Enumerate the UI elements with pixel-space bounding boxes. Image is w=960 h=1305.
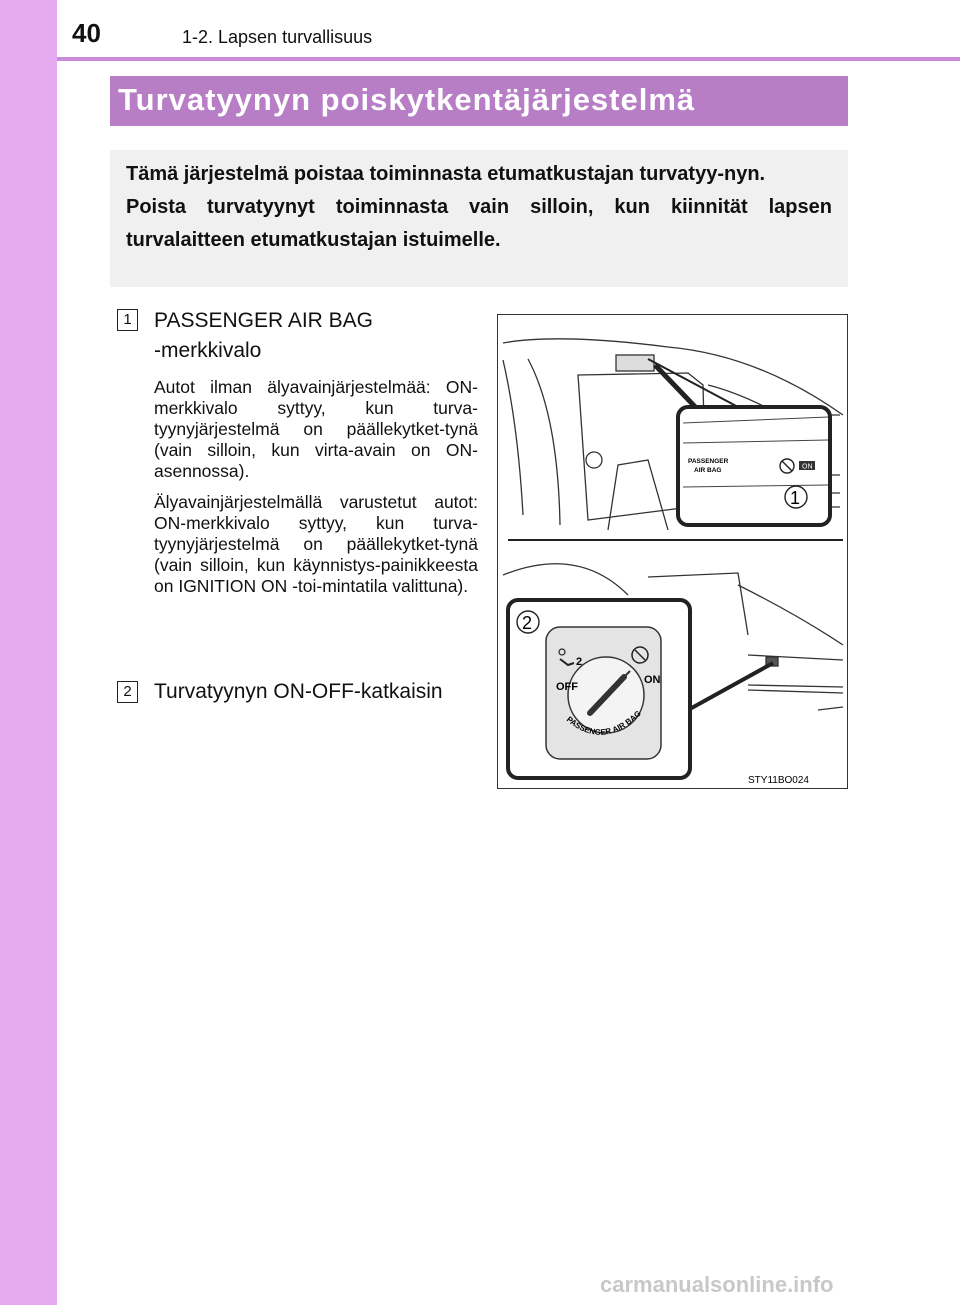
item-2-title: Turvatyynyn ON-OFF-katkaisin — [154, 680, 443, 703]
side-color-strip — [0, 0, 57, 1305]
item-2-badge: 2 — [117, 681, 138, 703]
callout-2-leader — [688, 663, 773, 710]
item-1-body — [154, 377, 478, 597]
page-number: 40 — [72, 18, 101, 48]
indicator-label-line-2: AIR BAG — [694, 467, 722, 474]
callout-1-leader-thin — [648, 359, 738, 407]
figure-code: STY11BO024 — [748, 775, 809, 786]
switch-seat-number: 2 — [576, 656, 583, 668]
item-1-paragraph-2: Älyavainjärjestelmällä varustetut autot: ON-merkkivalo syttyy, kun turva-tyynyjärjestelmä on päällekytket-tynä (vain silloin, kun käynnistys-painikkeesta on IGNITION ON -toi-mintatila valittuna). — [154, 492, 478, 596]
item-1-paragraph-1: Autot ilman älyavainjärjestelmää: ON-merkkivalo syttyy, kun turva-tyynyjärjestelmä on päällekytket-tynä (vain silloin, kun virta-avain on ON-asennossa). — [154, 377, 478, 481]
section-title: Turvatyynyn poiskytkentäjärjestelmä — [110, 76, 848, 126]
switch-ring-textpath: PASSENGER AIR BAG — [564, 708, 643, 737]
item-1-title-line-1: PASSENGER AIR BAG — [154, 309, 374, 332]
header-rule — [57, 57, 960, 61]
watermark: carmanualsonline.info — [600, 1272, 834, 1297]
switch-off-label: OFF — [556, 681, 578, 693]
item-1-title — [154, 306, 484, 366]
dashboard-illustration — [497, 314, 848, 789]
callout-2-number: 2 — [522, 613, 533, 633]
running-head: 1-2. Lapsen turvallisuus — [182, 27, 373, 47]
callout-1-number: 1 — [790, 488, 801, 508]
switch-on-label: ON — [644, 674, 661, 686]
intro-line-1: Tämä järjestelmä poistaa toiminnasta etumatkustajan turvatyy-nyn. — [126, 163, 766, 185]
item-1-title-line-2: -merkkivalo — [154, 339, 262, 362]
indicator-on-text: ON — [802, 463, 813, 471]
indicator-label-line-1: PASSENGER — [688, 458, 729, 465]
intro-box — [110, 150, 848, 287]
item-1-badge: 1 — [117, 309, 138, 331]
intro-line-2: Poista turvatyynyt toiminnasta vain silloin, kun kiinnität lapsen turvalaitteen etumatkustajan istuimelle. — [126, 196, 832, 251]
